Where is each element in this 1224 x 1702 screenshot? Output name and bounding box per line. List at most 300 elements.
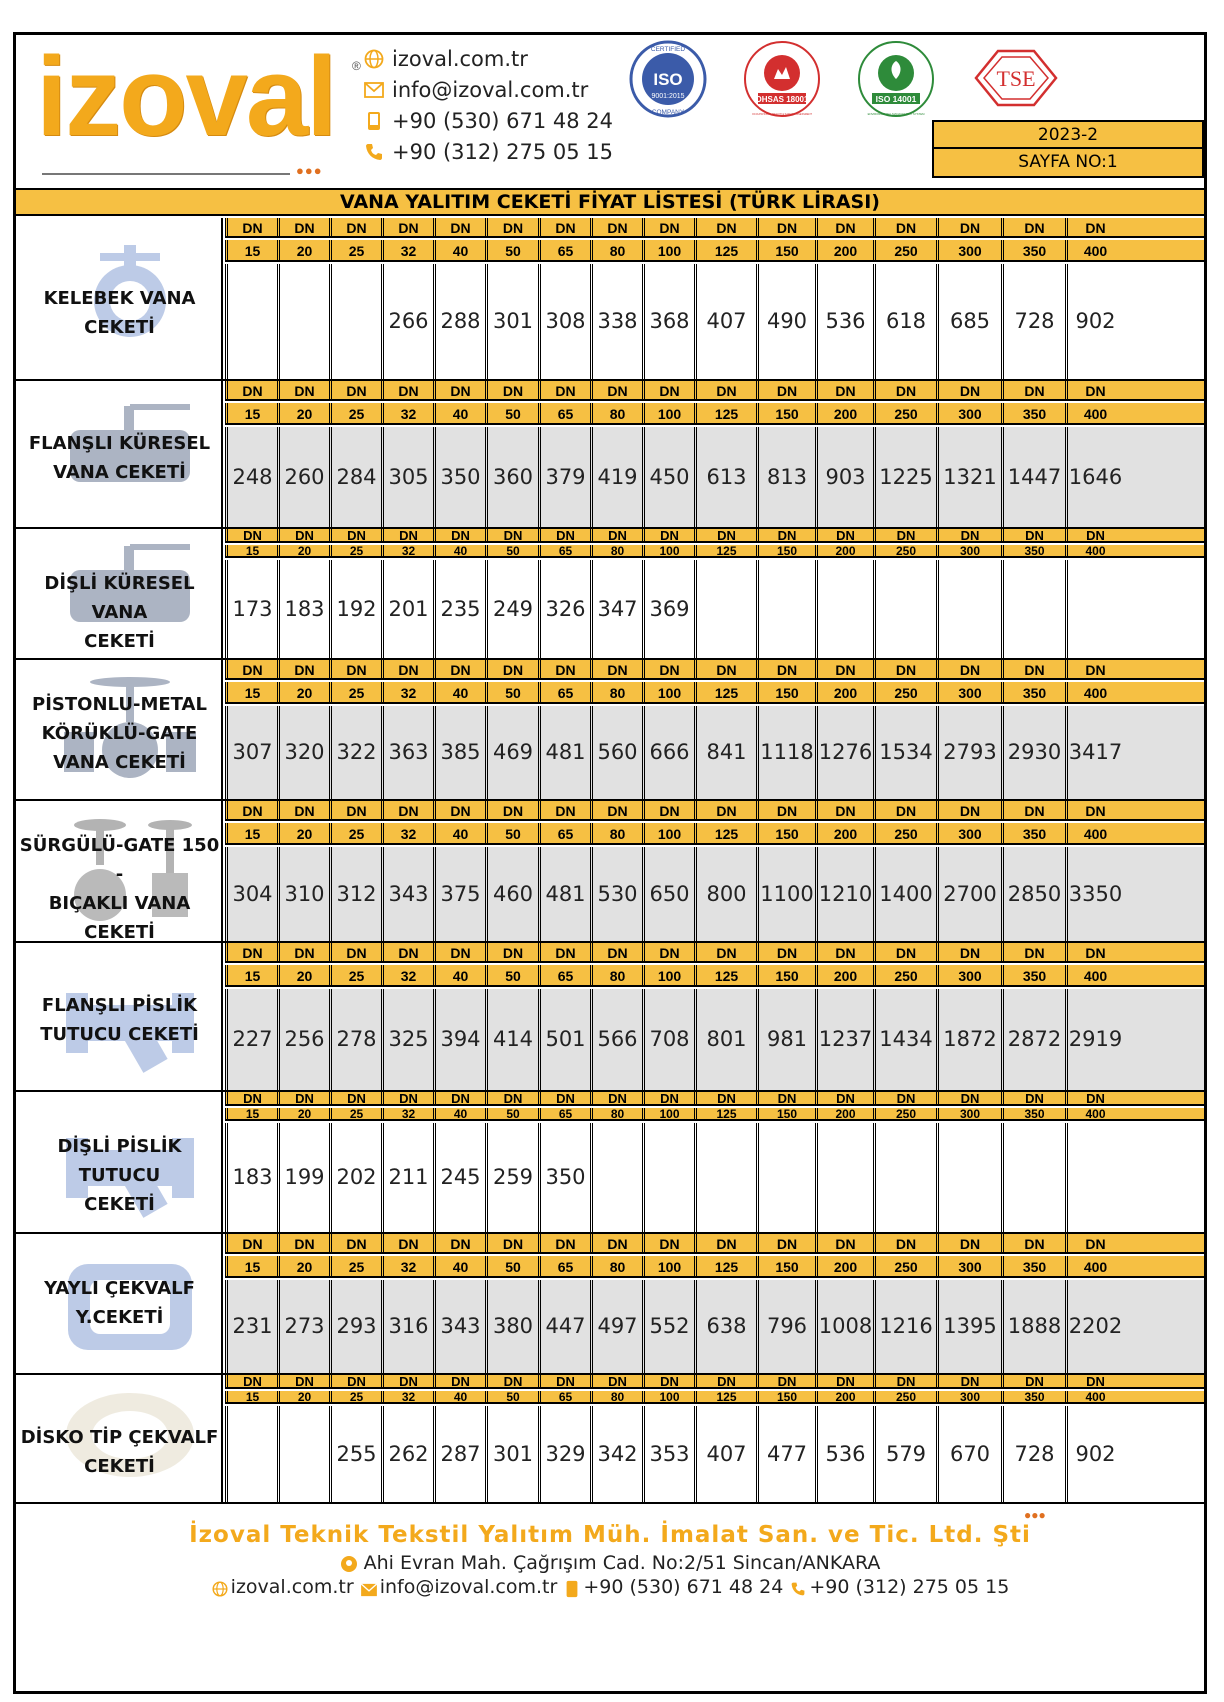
dn-label: DN bbox=[1001, 529, 1065, 541]
dn-label: DN bbox=[433, 1092, 485, 1104]
product-name-line: CEKETİ bbox=[84, 922, 155, 943]
registered-mark: ® bbox=[352, 59, 361, 73]
dn-label: DN bbox=[277, 943, 329, 961]
size-label: 250 bbox=[873, 1256, 936, 1276]
size-label: 125 bbox=[694, 965, 756, 985]
iso-ring-bottom: COMPANY bbox=[651, 109, 685, 116]
size-label: 40 bbox=[433, 965, 485, 985]
price-row bbox=[225, 706, 1204, 799]
price-cell bbox=[756, 560, 815, 658]
size-label: 32 bbox=[381, 965, 433, 985]
size-label: 25 bbox=[329, 240, 381, 260]
price-cell: 287 bbox=[433, 1406, 485, 1502]
dn-label: DN bbox=[329, 943, 381, 961]
price-cell: 477 bbox=[756, 1406, 815, 1502]
dn-label: DN bbox=[225, 381, 277, 399]
size-label: 125 bbox=[694, 403, 756, 423]
price-cell: 407 bbox=[694, 264, 756, 379]
logo-wordmark: izoval bbox=[36, 34, 336, 159]
footer-address bbox=[16, 1552, 1204, 1574]
dn-label: DN bbox=[381, 943, 433, 961]
tse-badge-name: TSE bbox=[996, 66, 1036, 91]
price-cell: 338 bbox=[590, 264, 642, 379]
dn-label: DN bbox=[936, 943, 1001, 961]
dn-label: DN bbox=[642, 218, 694, 236]
price-cell: 618 bbox=[873, 264, 936, 379]
price-cell: 708 bbox=[642, 989, 694, 1090]
dn-label: DN bbox=[1001, 1234, 1065, 1252]
dn-label: DN bbox=[485, 1092, 538, 1104]
size-label: 50 bbox=[485, 682, 538, 702]
product-section bbox=[16, 1092, 1204, 1234]
price-cell: 1434 bbox=[873, 989, 936, 1090]
size-label: 250 bbox=[873, 682, 936, 702]
page-header bbox=[16, 35, 1204, 188]
dn-label: DN bbox=[381, 660, 433, 678]
product-name bbox=[16, 1274, 223, 1332]
edition-box bbox=[932, 120, 1204, 178]
price-grid bbox=[225, 660, 1204, 799]
office-phone-link[interactable] bbox=[362, 136, 632, 167]
size-label: 400 bbox=[1065, 1391, 1123, 1402]
dn-label: DN bbox=[433, 1375, 485, 1387]
price-cell: 308 bbox=[538, 264, 590, 379]
price-cell: 347 bbox=[590, 560, 642, 658]
dn-label: DN bbox=[433, 943, 485, 961]
size-label: 300 bbox=[936, 965, 1001, 985]
price-cell: 1237 bbox=[815, 989, 873, 1090]
price-cell bbox=[936, 1123, 1001, 1232]
dn-label: DN bbox=[225, 660, 277, 678]
size-label: 100 bbox=[642, 682, 694, 702]
size-label: 125 bbox=[694, 682, 756, 702]
size-label: 40 bbox=[433, 1256, 485, 1276]
dn-label: DN bbox=[936, 381, 1001, 399]
tse-badge bbox=[968, 47, 1064, 114]
price-cell: 670 bbox=[936, 1406, 1001, 1502]
product-section bbox=[16, 1375, 1204, 1504]
price-cell: 375 bbox=[433, 847, 485, 941]
iso-14001-badge bbox=[856, 39, 936, 124]
dn-label: DN bbox=[590, 1234, 642, 1252]
price-cell: 173 bbox=[225, 560, 277, 658]
email-link[interactable] bbox=[362, 74, 632, 105]
dn-label: DN bbox=[756, 660, 815, 678]
dn-label: DN bbox=[485, 660, 538, 678]
size-label: 32 bbox=[381, 240, 433, 260]
dn-label: DN bbox=[590, 660, 642, 678]
price-cell: 490 bbox=[756, 264, 815, 379]
size-label: 400 bbox=[1065, 1256, 1123, 1276]
price-cell: 1118 bbox=[756, 706, 815, 799]
footer-website[interactable]: izoval.com.tr bbox=[230, 1576, 354, 1598]
size-label: 100 bbox=[642, 403, 694, 423]
dn-label: DN bbox=[225, 943, 277, 961]
size-label: 150 bbox=[756, 403, 815, 423]
footer-phone-icon bbox=[789, 1580, 807, 1596]
price-cell: 2872 bbox=[1001, 989, 1065, 1090]
size-label: 100 bbox=[642, 1108, 694, 1119]
price-cell: 2930 bbox=[1001, 706, 1065, 799]
price-cell bbox=[873, 560, 936, 658]
size-label: 32 bbox=[381, 823, 433, 843]
product-cell bbox=[16, 660, 223, 799]
size-label: 400 bbox=[1065, 823, 1123, 843]
iso14001-badge-name: ISO 14001 bbox=[875, 94, 917, 104]
size-label: 15 bbox=[225, 403, 277, 423]
website-link[interactable] bbox=[362, 43, 632, 74]
size-label: 20 bbox=[277, 1108, 329, 1119]
dn-label: DN bbox=[433, 660, 485, 678]
product-name bbox=[16, 690, 223, 777]
dn-label: DN bbox=[433, 1234, 485, 1252]
dn-label: DN bbox=[225, 218, 277, 236]
dn-label: DN bbox=[329, 1234, 381, 1252]
dn-label: DN bbox=[433, 381, 485, 399]
size-label: 150 bbox=[756, 1391, 815, 1402]
size-label: 400 bbox=[1065, 1108, 1123, 1119]
edition-year: 2023-2 bbox=[934, 122, 1202, 149]
product-cell bbox=[16, 1092, 223, 1232]
footer-email[interactable]: info@izoval.com.tr bbox=[379, 1576, 558, 1598]
size-label: 80 bbox=[590, 1391, 642, 1402]
product-name-line: CEKETİ bbox=[84, 631, 155, 652]
dn-label: DN bbox=[1065, 218, 1123, 236]
price-cell: 2202 bbox=[1065, 1280, 1123, 1373]
product-name bbox=[16, 429, 223, 487]
size-label: 80 bbox=[590, 965, 642, 985]
dn-label: DN bbox=[329, 801, 381, 819]
size-label: 80 bbox=[590, 682, 642, 702]
product-name-line: CEKETİ bbox=[84, 1194, 155, 1215]
dn-label: DN bbox=[815, 381, 873, 399]
dn-label: DN bbox=[590, 943, 642, 961]
dn-label: DN bbox=[381, 381, 433, 399]
price-cell: 1216 bbox=[873, 1280, 936, 1373]
footer-envelope-icon bbox=[360, 1580, 378, 1596]
price-cell bbox=[1001, 1123, 1065, 1232]
price-cell: 1225 bbox=[873, 427, 936, 527]
iso-badge-name: ISO bbox=[653, 70, 683, 89]
size-label: 300 bbox=[936, 1108, 1001, 1119]
dn-label: DN bbox=[329, 660, 381, 678]
price-cell: 796 bbox=[756, 1280, 815, 1373]
price-cell: 235 bbox=[433, 560, 485, 658]
dn-label: DN bbox=[873, 529, 936, 541]
price-row bbox=[225, 1280, 1204, 1373]
page-number: SAYFA NO:1 bbox=[1018, 152, 1118, 172]
dn-label: DN bbox=[642, 1092, 694, 1104]
product-cell bbox=[16, 381, 223, 527]
price-cell bbox=[694, 1123, 756, 1232]
dn-label: DN bbox=[433, 218, 485, 236]
dn-label: DN bbox=[590, 1375, 642, 1387]
footer-company-name: İzoval Teknik Tekstil Yalıtım Müh. İmalat San. ve Tic. Ltd. Şti bbox=[189, 1522, 1031, 1548]
product-name-line: YAYLI ÇEKVALF bbox=[44, 1278, 195, 1299]
size-label: 200 bbox=[815, 1391, 873, 1402]
ohsas-18001-badge bbox=[742, 39, 822, 124]
product-section bbox=[16, 381, 1204, 529]
dn-label: DN bbox=[642, 801, 694, 819]
price-cell bbox=[873, 1123, 936, 1232]
size-label: 20 bbox=[277, 1256, 329, 1276]
price-cell: 1395 bbox=[936, 1280, 1001, 1373]
dn-label: DN bbox=[1065, 660, 1123, 678]
price-grid bbox=[225, 381, 1204, 527]
dn-label: DN bbox=[485, 943, 538, 961]
price-cell: 322 bbox=[329, 706, 381, 799]
size-label: 350 bbox=[1001, 240, 1065, 260]
price-cell bbox=[277, 264, 329, 379]
price-cell: 1888 bbox=[1001, 1280, 1065, 1373]
dn-label: DN bbox=[1065, 1092, 1123, 1104]
size-label: 200 bbox=[815, 403, 873, 423]
product-name-line: VANA CEKETİ bbox=[53, 462, 186, 483]
price-grid bbox=[225, 801, 1204, 941]
dn-label: DN bbox=[873, 1092, 936, 1104]
product-name-line: KELEBEK VANA CEKETİ bbox=[43, 287, 196, 338]
dn-label: DN bbox=[1065, 1375, 1123, 1387]
size-label: 350 bbox=[1001, 965, 1065, 985]
price-cell: 227 bbox=[225, 989, 277, 1090]
price-grid bbox=[225, 943, 1204, 1090]
size-label: 25 bbox=[329, 403, 381, 423]
price-cell: 579 bbox=[873, 1406, 936, 1502]
size-label: 150 bbox=[756, 1108, 815, 1119]
price-cell: 259 bbox=[485, 1123, 538, 1232]
price-cell: 325 bbox=[381, 989, 433, 1090]
footer-office-phone[interactable]: +90 (312) 275 05 15 bbox=[809, 1576, 1010, 1598]
dn-label: DN bbox=[642, 943, 694, 961]
price-cell: 183 bbox=[277, 560, 329, 658]
size-label: 65 bbox=[538, 682, 590, 702]
dn-label: DN bbox=[485, 381, 538, 399]
size-label: 100 bbox=[642, 240, 694, 260]
footer-logo-dots-icon: ●●● bbox=[1024, 1508, 1046, 1522]
price-cell: 301 bbox=[485, 264, 538, 379]
price-cell: 728 bbox=[1001, 1406, 1065, 1502]
price-cell: 481 bbox=[538, 847, 590, 941]
size-label: 20 bbox=[277, 403, 329, 423]
size-header-row bbox=[225, 965, 1204, 987]
dn-header-row bbox=[225, 660, 1204, 680]
mobile-phone-icon bbox=[362, 110, 386, 132]
price-cell: 273 bbox=[277, 1280, 329, 1373]
price-cell: 1534 bbox=[873, 706, 936, 799]
dn-label: DN bbox=[1065, 381, 1123, 399]
size-label: 125 bbox=[694, 1256, 756, 1276]
price-cell: 469 bbox=[485, 706, 538, 799]
product-section bbox=[16, 801, 1204, 943]
size-label: 350 bbox=[1001, 682, 1065, 702]
product-name bbox=[16, 1423, 223, 1481]
size-label: 40 bbox=[433, 823, 485, 843]
product-name-line: Y.CEKETİ bbox=[75, 1307, 164, 1328]
price-cell: 326 bbox=[538, 560, 590, 658]
size-label: 200 bbox=[815, 823, 873, 843]
price-cell: 460 bbox=[485, 847, 538, 941]
dn-label: DN bbox=[1001, 381, 1065, 399]
dn-label: DN bbox=[694, 801, 756, 819]
dn-label: DN bbox=[1065, 529, 1123, 541]
dn-label: DN bbox=[694, 529, 756, 541]
product-section bbox=[16, 660, 1204, 801]
size-label: 15 bbox=[225, 1391, 277, 1402]
size-label: 65 bbox=[538, 240, 590, 260]
size-label: 200 bbox=[815, 545, 873, 556]
price-cell: 1646 bbox=[1065, 427, 1123, 527]
product-name-line: CEKETİ bbox=[84, 1456, 155, 1477]
size-label: 350 bbox=[1001, 403, 1065, 423]
dn-label: DN bbox=[225, 1234, 277, 1252]
dn-label: DN bbox=[277, 1234, 329, 1252]
size-label: 80 bbox=[590, 1108, 642, 1119]
dn-label: DN bbox=[329, 529, 381, 541]
price-cell: 1872 bbox=[936, 989, 1001, 1090]
dn-label: DN bbox=[381, 801, 433, 819]
price-cell: 813 bbox=[756, 427, 815, 527]
price-cell: 260 bbox=[277, 427, 329, 527]
product-name-line: PİSTONLU-METAL bbox=[32, 694, 207, 715]
mobile-phone-text: +90 (530) 671 48 24 bbox=[392, 108, 614, 133]
size-label: 125 bbox=[694, 545, 756, 556]
size-label: 25 bbox=[329, 1391, 381, 1402]
dn-label: DN bbox=[433, 529, 485, 541]
price-cell bbox=[815, 1123, 873, 1232]
dn-label: DN bbox=[694, 1375, 756, 1387]
size-label: 125 bbox=[694, 1108, 756, 1119]
size-label: 25 bbox=[329, 965, 381, 985]
price-cell: 450 bbox=[642, 427, 694, 527]
dn-label: DN bbox=[815, 529, 873, 541]
size-label: 250 bbox=[873, 403, 936, 423]
price-cell: 385 bbox=[433, 706, 485, 799]
product-section bbox=[16, 529, 1204, 660]
dn-label: DN bbox=[538, 801, 590, 819]
price-cell: 350 bbox=[433, 427, 485, 527]
price-cell: 342 bbox=[590, 1406, 642, 1502]
dn-header-row bbox=[225, 1092, 1204, 1106]
size-header-row bbox=[225, 682, 1204, 704]
ohsas-ring-top: OCCUPATIONAL HEALTH & SAFETY ASSESSMENT bbox=[751, 113, 813, 116]
size-label: 250 bbox=[873, 1108, 936, 1119]
product-name-line: VANA CEKETİ bbox=[53, 752, 186, 773]
price-cell: 255 bbox=[329, 1406, 381, 1502]
price-cell: 310 bbox=[277, 847, 329, 941]
footer-mobile-phone[interactable]: +90 (530) 671 48 24 bbox=[583, 1576, 784, 1598]
dn-label: DN bbox=[1001, 1375, 1065, 1387]
dn-label: DN bbox=[381, 1375, 433, 1387]
price-cell bbox=[225, 264, 277, 379]
dn-label: DN bbox=[873, 943, 936, 961]
price-cell: 902 bbox=[1065, 1406, 1123, 1502]
price-cell: 320 bbox=[277, 706, 329, 799]
dn-label: DN bbox=[538, 529, 590, 541]
price-cell: 1276 bbox=[815, 706, 873, 799]
size-label: 300 bbox=[936, 1256, 1001, 1276]
price-cell: 288 bbox=[433, 264, 485, 379]
price-grid bbox=[225, 1092, 1204, 1232]
dn-label: DN bbox=[277, 1375, 329, 1387]
price-row bbox=[225, 989, 1204, 1090]
office-phone-text: +90 (312) 275 05 15 bbox=[392, 139, 614, 164]
dn-label: DN bbox=[329, 1092, 381, 1104]
size-label: 25 bbox=[329, 1256, 381, 1276]
size-label: 65 bbox=[538, 823, 590, 843]
size-label: 15 bbox=[225, 545, 277, 556]
dn-label: DN bbox=[756, 218, 815, 236]
size-label: 20 bbox=[277, 823, 329, 843]
dn-label: DN bbox=[642, 381, 694, 399]
dn-label: DN bbox=[756, 801, 815, 819]
price-cell: 841 bbox=[694, 706, 756, 799]
product-name-line: BIÇAKLI VANA bbox=[48, 893, 191, 914]
size-header-row bbox=[225, 823, 1204, 845]
dn-label: DN bbox=[642, 1375, 694, 1387]
dn-label: DN bbox=[936, 660, 1001, 678]
price-cell: 2793 bbox=[936, 706, 1001, 799]
price-cell: 211 bbox=[381, 1123, 433, 1232]
size-label: 200 bbox=[815, 1108, 873, 1119]
price-cell: 192 bbox=[329, 560, 381, 658]
mobile-phone-link[interactable] bbox=[362, 105, 632, 136]
size-label: 25 bbox=[329, 545, 381, 556]
size-label: 400 bbox=[1065, 240, 1123, 260]
dn-label: DN bbox=[590, 381, 642, 399]
size-label: 65 bbox=[538, 1391, 590, 1402]
page-title: VANA YALITIM CEKETİ FİYAT LİSTESİ (TÜRK LİRASI) bbox=[16, 188, 1204, 216]
size-label: 400 bbox=[1065, 965, 1123, 985]
size-label: 350 bbox=[1001, 1391, 1065, 1402]
dn-label: DN bbox=[590, 529, 642, 541]
size-label: 250 bbox=[873, 240, 936, 260]
price-cell: 266 bbox=[381, 264, 433, 379]
price-cell: 379 bbox=[538, 427, 590, 527]
size-label: 150 bbox=[756, 682, 815, 702]
size-label: 80 bbox=[590, 240, 642, 260]
dn-header-row bbox=[225, 218, 1204, 238]
price-cell: 728 bbox=[1001, 264, 1065, 379]
dn-label: DN bbox=[381, 1234, 433, 1252]
footer-address-text: Ahi Evran Mah. Çağrışım Cad. No:2/51 Sincan/ANKARA bbox=[363, 1552, 881, 1574]
price-cell: 552 bbox=[642, 1280, 694, 1373]
footer-mobile-icon bbox=[563, 1580, 581, 1596]
size-header-row bbox=[225, 1108, 1204, 1121]
size-label: 40 bbox=[433, 1391, 485, 1402]
dn-label: DN bbox=[277, 218, 329, 236]
size-label: 65 bbox=[538, 965, 590, 985]
price-cell: 307 bbox=[225, 706, 277, 799]
dn-label: DN bbox=[538, 218, 590, 236]
header-contacts bbox=[362, 43, 632, 167]
globe-icon bbox=[362, 48, 386, 70]
dn-label: DN bbox=[485, 1375, 538, 1387]
size-label: 40 bbox=[433, 240, 485, 260]
ohsas-badge-name: OHSAS 18001 bbox=[755, 95, 809, 104]
price-cell: 343 bbox=[433, 1280, 485, 1373]
size-header-row bbox=[225, 240, 1204, 262]
dn-label: DN bbox=[277, 1092, 329, 1104]
size-label: 50 bbox=[485, 403, 538, 423]
size-label: 65 bbox=[538, 403, 590, 423]
price-cell: 202 bbox=[329, 1123, 381, 1232]
price-cell: 2919 bbox=[1065, 989, 1123, 1090]
size-label: 80 bbox=[590, 1256, 642, 1276]
size-label: 32 bbox=[381, 682, 433, 702]
price-cell: 536 bbox=[815, 1406, 873, 1502]
page-footer bbox=[16, 1504, 1204, 1694]
dn-label: DN bbox=[642, 1234, 694, 1252]
